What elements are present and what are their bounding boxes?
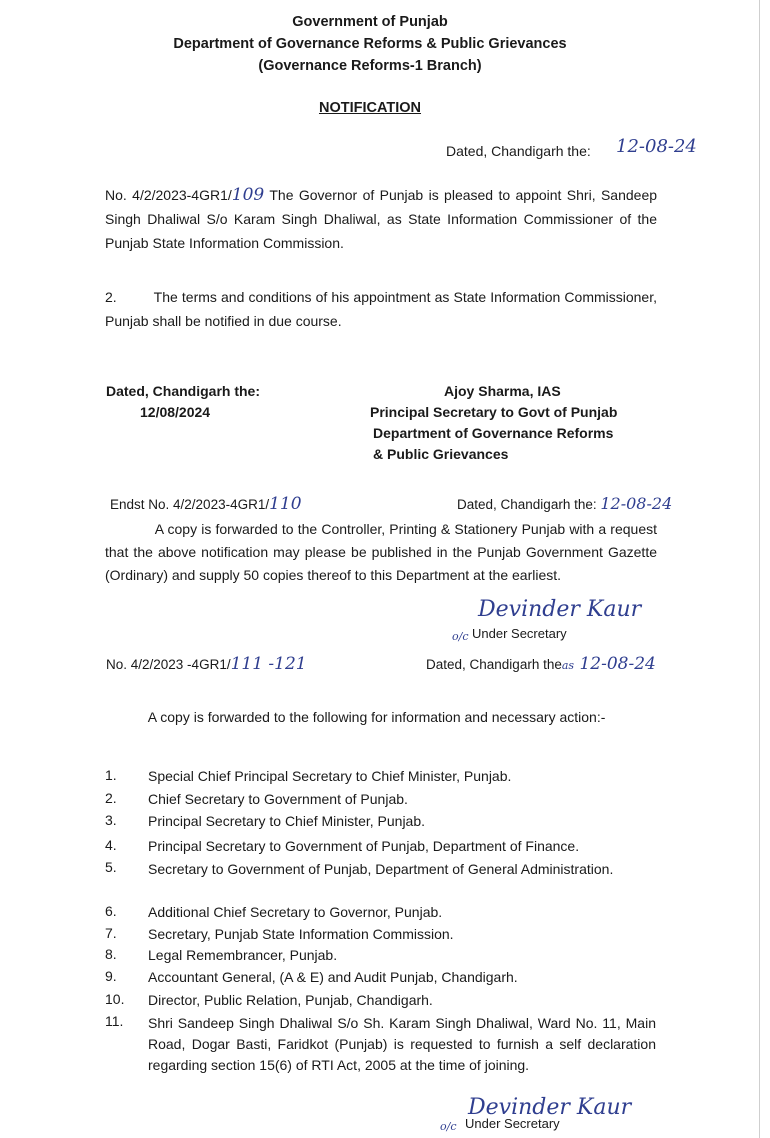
list-item-9-number: 9. — [105, 968, 117, 984]
paragraph-1-text: The Governor of Punjab is pleased to appoint Shri, Sandeep Singh Dhaliwal S/o Karam Singh Dhaliwal, as State Information Commissioner of the Punjab State Information Commission. — [105, 187, 658, 251]
list-item-7: Secretary, Punjab State Information Commission. — [148, 926, 454, 942]
list-item-10-number: 10. — [105, 991, 125, 1007]
paragraph-2 — [105, 285, 657, 333]
dated-handwritten: 12-08-24 — [616, 136, 697, 157]
list-item-4-number: 4. — [105, 837, 117, 853]
list-item-9: Accountant General, (A & E) and Audit Punjab, Chandigarh. — [148, 969, 518, 985]
notification-title: NOTIFICATION — [318, 100, 422, 116]
signatory-name: Ajoy Sharma, IAS — [444, 383, 561, 399]
list-item-6-number: 6. — [105, 903, 117, 919]
signature-devinder-kaur-1: Devinder Kaur — [478, 597, 642, 622]
list-item-10: Director, Public Relation, Punjab, Chandigarh. — [148, 992, 433, 1008]
list-item-11-number: 11. — [105, 1013, 124, 1029]
distribution-intro: A copy is forwarded to the following for information and necessary action:- — [147, 709, 606, 725]
signature-devinder-kaur-2: Devinder Kaur — [468, 1095, 632, 1120]
list-item-5-number: 5. — [105, 859, 117, 875]
signatory-designation-2: Department of Governance Reforms — [373, 425, 614, 441]
order-number: No. 4/2/2023-4GR1/ — [105, 187, 232, 203]
endorsement-dated: Dated, Chandigarh the: 12-08-24 — [457, 494, 673, 513]
list-item-3-number: 3. — [105, 812, 117, 828]
under-secretary-2: Under Secretary — [465, 1116, 560, 1131]
endorsement-paragraph: A copy is forwarded to the Controller, Printing & Stationery Punjab with a request that the above notification may please be published in the Punjab Government Gazette (Ordinary) and supply 50 copies thereof to this Department at the earliest. — [105, 521, 657, 583]
signature-mark-2: o/c — [440, 1120, 457, 1133]
list-item-6: Additional Chief Secretary to Governor, Punjab. — [148, 904, 443, 920]
list-item-7-number: 7. — [105, 925, 117, 941]
header-branch: (Governance Reforms-1 Branch) — [258, 58, 482, 74]
signatory-designation-1: Principal Secretary to Govt of Punjab — [370, 404, 618, 420]
dated-chandigarh-date: 12/08/2024 — [140, 404, 211, 420]
list-item-2-number: 2. — [105, 790, 117, 806]
page-edge-line — [759, 0, 760, 1138]
paragraph-1 — [105, 183, 657, 255]
list-item-3: Principal Secretary to Chief Minister, Punjab. — [148, 813, 426, 829]
endorsement-number: Endst No. 4/2/2023-4GR1/110 — [110, 494, 302, 514]
list-item-8-number: 8. — [105, 946, 117, 962]
endorsement-2-mark: as — [561, 659, 575, 672]
list-item-4: Principal Secretary to Government of Punjab, Department of Finance. — [148, 838, 580, 854]
list-item-2: Chief Secretary to Government of Punjab. — [148, 791, 408, 807]
list-item-8: Legal Remembrancer, Punjab. — [148, 947, 338, 963]
endorsement-2-number-handwritten: 111 -121 — [230, 654, 307, 674]
list-item-1: Special Chief Principal Secretary to Chief Minister, Punjab. — [148, 768, 512, 784]
endorsement-number-handwritten: 110 — [269, 494, 302, 514]
list-item-11: Shri Sandeep Singh Dhaliwal S/o Sh. Karam Singh Dhaliwal, Ward No. 11, Main Road, Dogar Basti, Faridkot (Punjab) is requested to furnish a self declaration regarding section 15(6) of RTI Act, 2005 at the time of joining. — [148, 1015, 656, 1073]
header-government: Government of Punjab — [292, 14, 448, 30]
header-department: Department of Governance Reforms & Public Grievances — [173, 36, 567, 52]
endorsement-2-dated-handwritten: 12-08-24 — [574, 654, 656, 674]
under-secretary-1: Under Secretary — [472, 626, 567, 641]
list-item-1-number: 1. — [105, 767, 117, 783]
paragraph-2-number: 2. — [105, 289, 117, 305]
signature-mark-1: o/c — [452, 630, 469, 643]
list-item-5: Secretary to Government of Punjab, Department of General Administration. — [148, 861, 614, 877]
order-number-handwritten: 109 — [231, 185, 265, 205]
paragraph-2-text: The terms and conditions of his appointment as State Information Commissioner, Punjab shall be notified in due course. — [105, 289, 657, 329]
endorsement-2-dated: Dated, Chandigarh theas 12-08-24 — [426, 654, 656, 674]
endorsement-2-number: No. 4/2/2023 -4GR1/111 -121 — [106, 654, 307, 674]
signatory-designation-3: & Public Grievances — [373, 446, 509, 462]
endorsement-dated-handwritten: 12-08-24 — [600, 494, 673, 513]
dated-label: Dated, Chandigarh the: — [446, 143, 591, 159]
dated-chandigarh-label: Dated, Chandigarh the: — [106, 383, 261, 399]
